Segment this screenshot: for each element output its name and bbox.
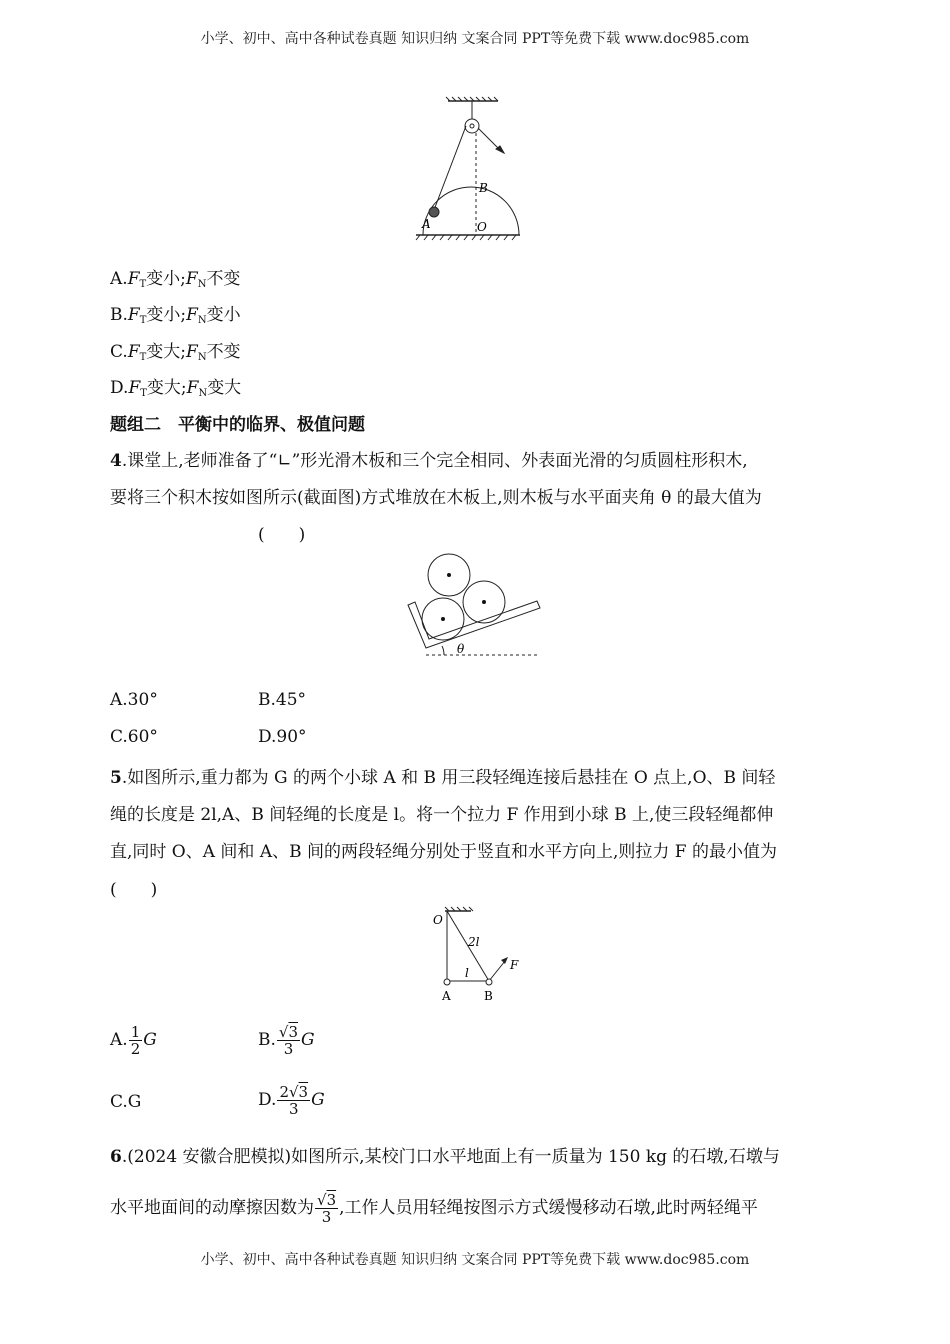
label-o: O xyxy=(477,220,487,234)
label-2l: 2l xyxy=(468,935,480,949)
q3-option-b: $B.F_T$变小$;F_N$变小 xyxy=(110,305,241,326)
q4-option-c: C.60° xyxy=(110,727,158,747)
q6-line-2: 水平地面间的动摩擦因数为 $\frac{√3}{3}$ ,工作人员用轻绳按图示方式缓慢移动石墩,此时两轻绳平 xyxy=(110,1191,758,1226)
q5-line-3: 直,同时 O、A 间和 A、B 间的两段轻绳分别处于竖直和水平方向上,则拉力 F 的最小值为 xyxy=(110,842,778,862)
label-b: B xyxy=(479,181,488,195)
figure-pulley-hemisphere xyxy=(410,95,520,245)
label-a: A xyxy=(442,989,451,1003)
q5-option-a: A. $\frac{1}{2}$ G xyxy=(110,1023,157,1058)
q6-line-1: 6.(2024 安徽合肥模拟)如图所示,某校门口水平地面上有一质量为 150 kg 的石墩,石墩与 xyxy=(110,1147,780,1167)
q5-blank: ( ) xyxy=(110,880,158,900)
figure-two-balls xyxy=(425,905,535,1005)
q4-option-a: A.30° xyxy=(110,690,158,710)
q4-blank: ( ) xyxy=(258,525,306,545)
q5-line-2: 绳的长度是 2l,A、B 间轻绳的长度是 l。将一个拉力 F 作用到小球 B 上,使三段轻绳都伸 xyxy=(110,805,774,825)
q3-option-c: $C.F_T$变大$;F_N$不变 xyxy=(110,342,241,363)
section-title: 题组二 平衡中的临界、极值问题 xyxy=(110,415,365,435)
page-header: 小学、初中、高中各种试卷真题 知识归纳 文案合同 PPT等免费下载 www.doc985.com xyxy=(200,31,750,47)
q4-option-b: B.45° xyxy=(258,690,307,710)
q5-option-d: D. $\frac{2√3}{3}$ G xyxy=(258,1083,325,1118)
figure-cylinders-board xyxy=(400,545,550,665)
label-o: O xyxy=(433,913,443,927)
q4-option-d: D.90° xyxy=(258,727,307,747)
label-l: l xyxy=(465,966,469,980)
q5-option-b: B. $\frac{√3}{3}$ G xyxy=(258,1023,315,1058)
label-b: B xyxy=(484,989,493,1003)
q3-option-d: $D.F_T$变大$;F_N$变大 xyxy=(110,378,242,399)
q3-option-a: $A.F_T$变小$;F_N$不变 xyxy=(110,269,241,290)
page-footer: 小学、初中、高中各种试卷真题 知识归纳 文案合同 PPT等免费下载 www.doc985.com xyxy=(200,1252,750,1268)
label-a: A xyxy=(422,217,431,231)
q4-line-1: 4.课堂上,老师准备了“∟”形光滑木板和三个完全相同、外表面光滑的匀质圆柱形积木, xyxy=(110,451,748,471)
label-f: F xyxy=(510,958,519,972)
q5-option-c: C.G xyxy=(110,1092,142,1112)
label-theta: θ xyxy=(457,642,465,656)
q5-line-1: 5.如图所示,重力都为 G 的两个小球 A 和 B 用三段轻绳连接后悬挂在 O 点上,O、B 间轻 xyxy=(110,768,776,788)
q4-line-2: 要将三个积木按如图所示(截面图)方式堆放在木板上,则木板与水平面夹角 θ 的最大值为 xyxy=(110,488,762,508)
